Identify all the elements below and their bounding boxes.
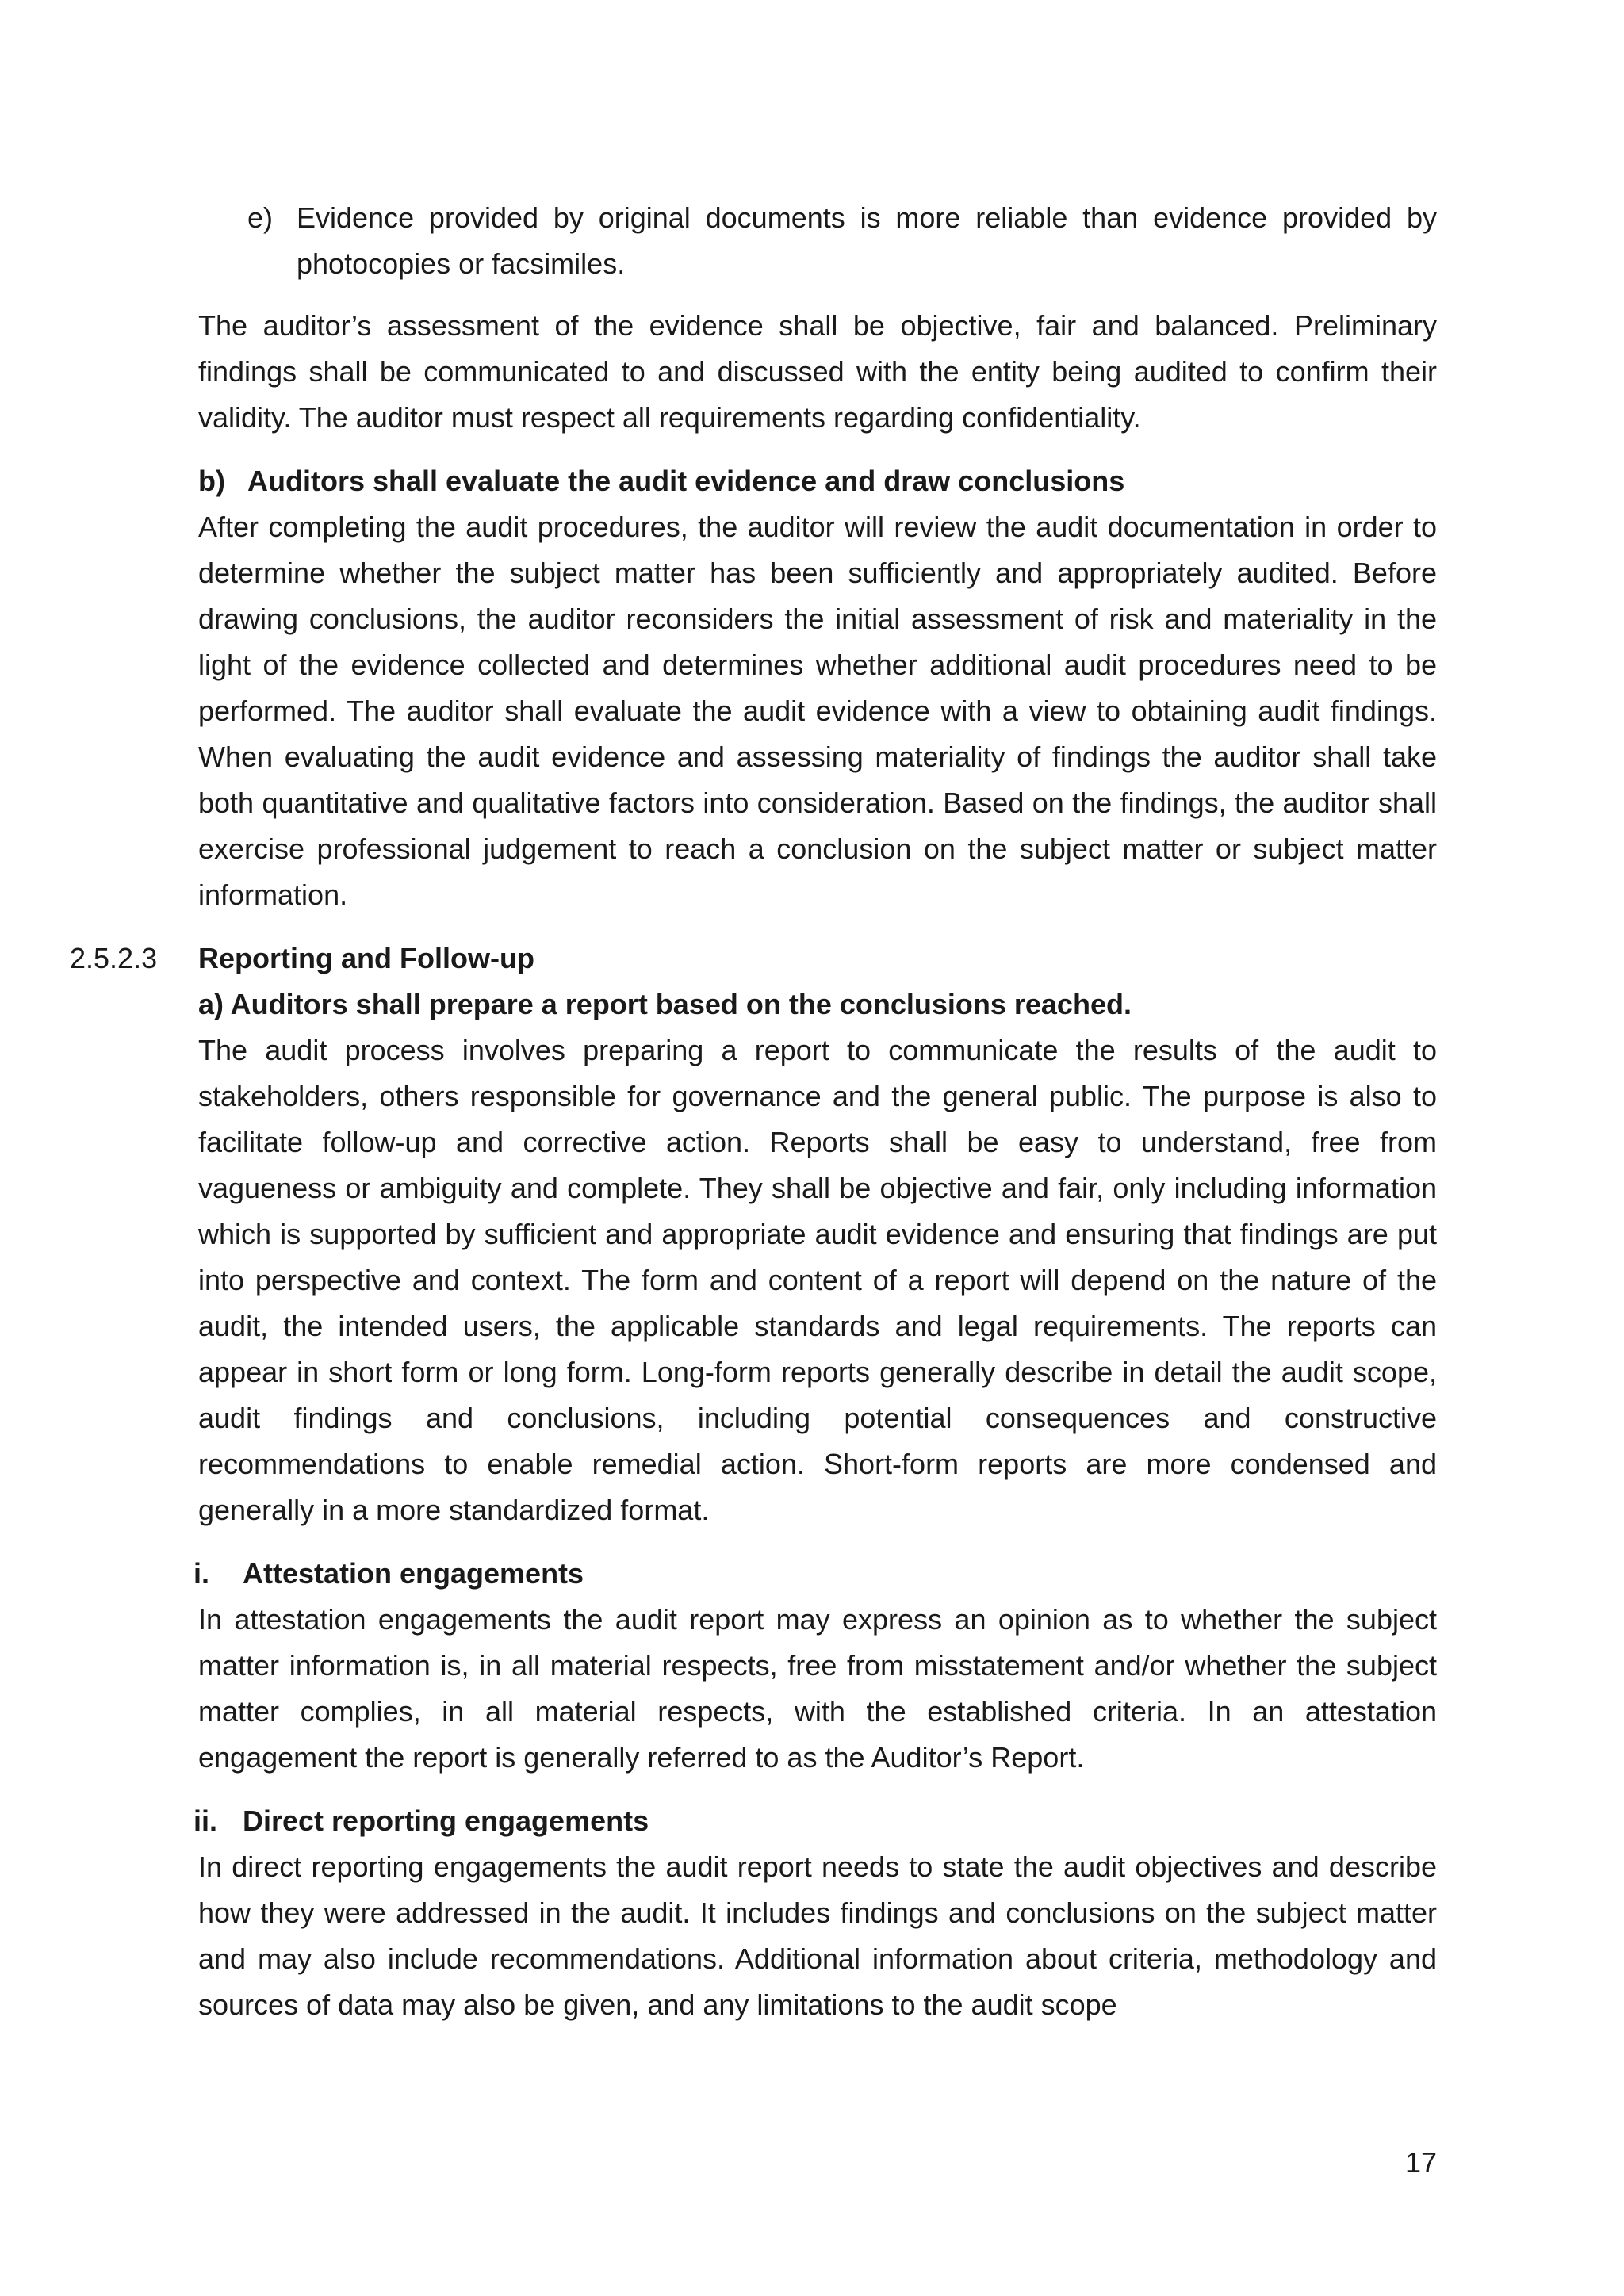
heading-evaluate-evidence: [198, 458, 1437, 504]
section-number: 2.5.2.3: [70, 942, 158, 974]
page-number: 17: [1404, 2146, 1437, 2179]
heading-text: Attestation engagements: [243, 1557, 584, 1590]
section-title: Reporting and Follow-up: [198, 942, 534, 974]
list-marker: e): [247, 201, 274, 234]
paragraph-attestation: In attestation engagements the audit report may express an opinion as to whether the subject matter information is, in all material respects, free from misstatement and/or whether the subject matter complies, in all material respects, with the established criteria. In an attestation engagement the report is generally referred to as the Auditor’s Report.: [198, 1603, 1437, 1774]
heading-marker: i.: [193, 1557, 210, 1590]
heading-text: Auditors shall evaluate the audit evidence and draw conclusions: [247, 465, 1125, 497]
paragraph-direct: In direct reporting engagements the audit report needs to state the audit objectives and describe how they were addressed in the audit. It includes findings and conclusions on the subject matter and may also include recommendations. Additional information about criteria, methodology and sources of data may also be given, and any limitations to the audit scope: [198, 1850, 1437, 2021]
heading-attestation: [193, 1551, 1437, 1597]
list-item-text: Evidence provided by original documents is more reliable than evidence provided by photocopies or facsimiles.: [297, 201, 1437, 280]
page-content: [70, 195, 1437, 2045]
heading-direct-reporting: [193, 1798, 1437, 1844]
paragraph-assessment: The auditor’s assessment of the evidence shall be objective, fair and balanced. Preliminary findings shall be communicated to and discussed with the entity being audited to confirm their validity. The auditor must respect all requirements regarding confidentiality.: [198, 309, 1437, 434]
heading-marker: b): [198, 465, 225, 497]
heading-marker: ii.: [193, 1804, 218, 1837]
list-item-e: [198, 195, 1437, 287]
heading-prepare-report: a) Auditors shall prepare a report based on the conclusions reached.: [198, 988, 1132, 1020]
heading-text: Direct reporting engagements: [243, 1804, 649, 1837]
paragraph-report: The audit process involves preparing a report to communicate the results of the audit to stakeholders, others responsible for governance and the general public. The purpose is also to facilitate follow-up and corrective action. Reports shall be easy to understand, free from vagueness or ambiguity and complete. They shall be objective and fair, only including information which is supported by sufficient and appropriate audit evidence and ensuring that findings are put into perspective and context. The form and content of a report will depend on the nature of the audit, the intended users, the applicable standards and legal requirements. The reports can appear in short form or long form. Long-form reports generally describe in detail the audit scope, audit findings and conclusions, including potential consequences and constructive recommendations to enable remedial action. Short-form reports are more condensed and generally in a more standardized format.: [198, 1034, 1437, 1526]
paragraph-evaluate: After completing the audit procedures, the auditor will review the audit documentation in order to determine whether the subject matter has been sufficiently and appropriately audited. Before drawing conclusions, the auditor reconsiders the initial assessment of risk and materiality in the light of the evidence collected and determines whether additional audit procedures need to be performed. The auditor shall evaluate the audit evidence with a view to obtaining audit findings. When evaluating the audit evidence and assessing materiality of findings the auditor shall take both quantitative and qualitative factors into consideration. Based on the findings, the auditor shall exercise professional judgement to reach a conclusion on the subject matter or subject matter information.: [198, 511, 1437, 911]
section-heading: [70, 936, 1437, 982]
